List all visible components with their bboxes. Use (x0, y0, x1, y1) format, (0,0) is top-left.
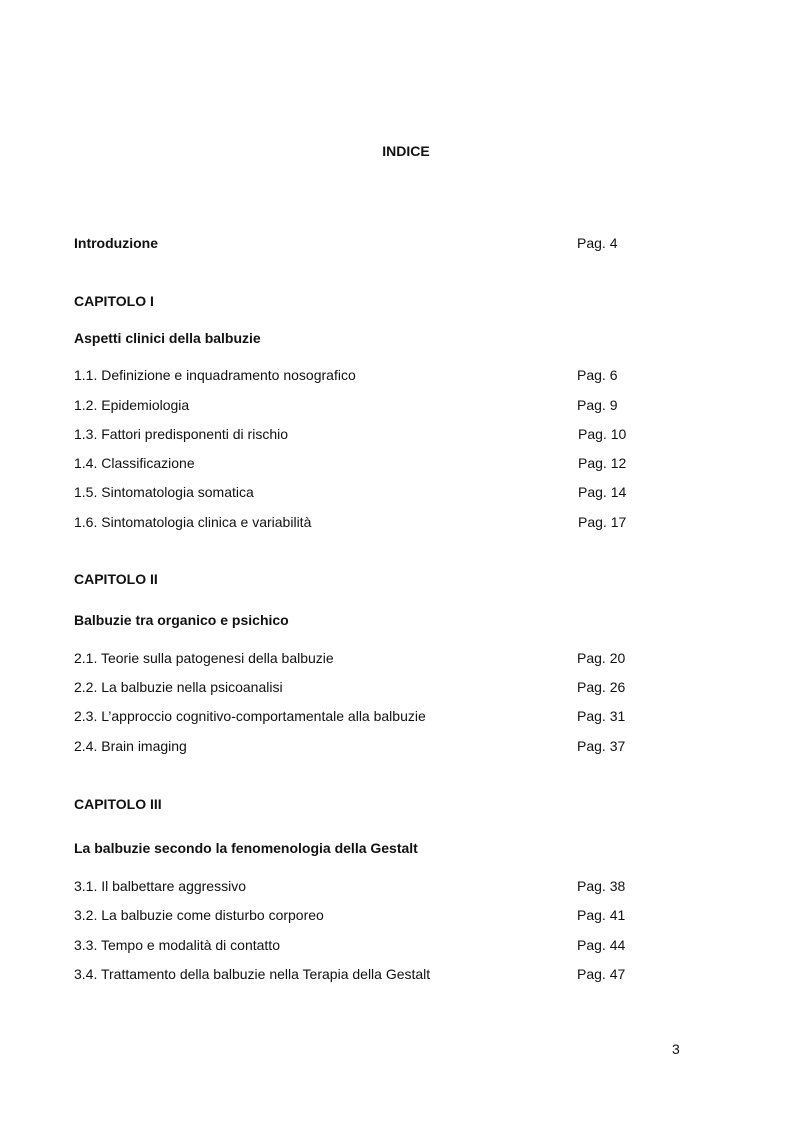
toc-entry-label: 2.4. Brain imaging (74, 738, 187, 754)
toc-entry-label: 1.6. Sintomatologia clinica e variabilità (74, 514, 312, 530)
chapter-subtitle: Balbuzie tra organico e psichico (74, 612, 289, 628)
toc-intro-label: Introduzione (74, 235, 158, 251)
toc-entry-label: 3.2. La balbuzie come disturbo corporeo (74, 907, 324, 923)
toc-entry-label: 3.1. Il balbettare aggressivo (74, 878, 246, 894)
toc-entry-label: 3.4. Trattamento della balbuzie nella Terapia della Gestalt (74, 966, 431, 982)
toc-entry-page: Pag. 9 (577, 397, 618, 413)
toc-entry-page: Pag. 44 (577, 937, 626, 953)
toc-entry-label: 2.2. La balbuzie nella psicoanalisi (74, 679, 283, 695)
toc-entry-page: Pag. 41 (577, 907, 626, 923)
toc-entry-page: Pag. 17 (578, 514, 627, 530)
toc-entry-page: Pag. 14 (578, 484, 627, 500)
toc-entry-page: Pag. 26 (577, 679, 626, 695)
toc-entry-label: 1.4. Classificazione (74, 455, 195, 471)
toc-entry-page: Pag. 12 (578, 455, 627, 471)
chapter-heading: CAPITOLO III (74, 796, 162, 812)
toc-entry-page: Pag. 20 (577, 650, 626, 666)
toc-entry-page: Pag. 38 (577, 878, 626, 894)
chapter-heading: CAPITOLO I (74, 293, 154, 309)
toc-entry-label: 2.3. L’approccio cognitivo-comportamentale alla balbuzie (74, 708, 426, 724)
chapter-subtitle: La balbuzie secondo la fenomenologia della Gestalt (74, 840, 418, 856)
toc-entry-page: Pag. 10 (578, 426, 627, 442)
toc-entry-page: Pag. 47 (577, 966, 626, 982)
chapter-heading: CAPITOLO II (74, 571, 158, 587)
toc-entry-label: 1.1. Definizione e inquadramento nosografico (74, 367, 356, 383)
toc-entry-label: 2.1. Teorie sulla patogenesi della balbuzie (74, 650, 334, 666)
page-number: 3 (672, 1041, 680, 1057)
toc-entry-label: 1.5. Sintomatologia somatica (74, 484, 254, 500)
toc-intro-page: Pag. 4 (577, 235, 618, 251)
toc-entry-page: Pag. 37 (577, 738, 626, 754)
toc-entry-label: 1.3. Fattori predisponenti di rischio (74, 426, 288, 442)
page-title: INDICE (382, 143, 430, 159)
chapter-subtitle: Aspetti clinici della balbuzie (74, 330, 261, 346)
toc-entry-page: Pag. 6 (577, 367, 618, 383)
toc-entry-label: 1.2. Epidemiologia (74, 397, 190, 413)
toc-entry-page: Pag. 31 (577, 708, 626, 724)
toc-entry-label: 3.3. Tempo e modalità di contatto (74, 937, 280, 953)
